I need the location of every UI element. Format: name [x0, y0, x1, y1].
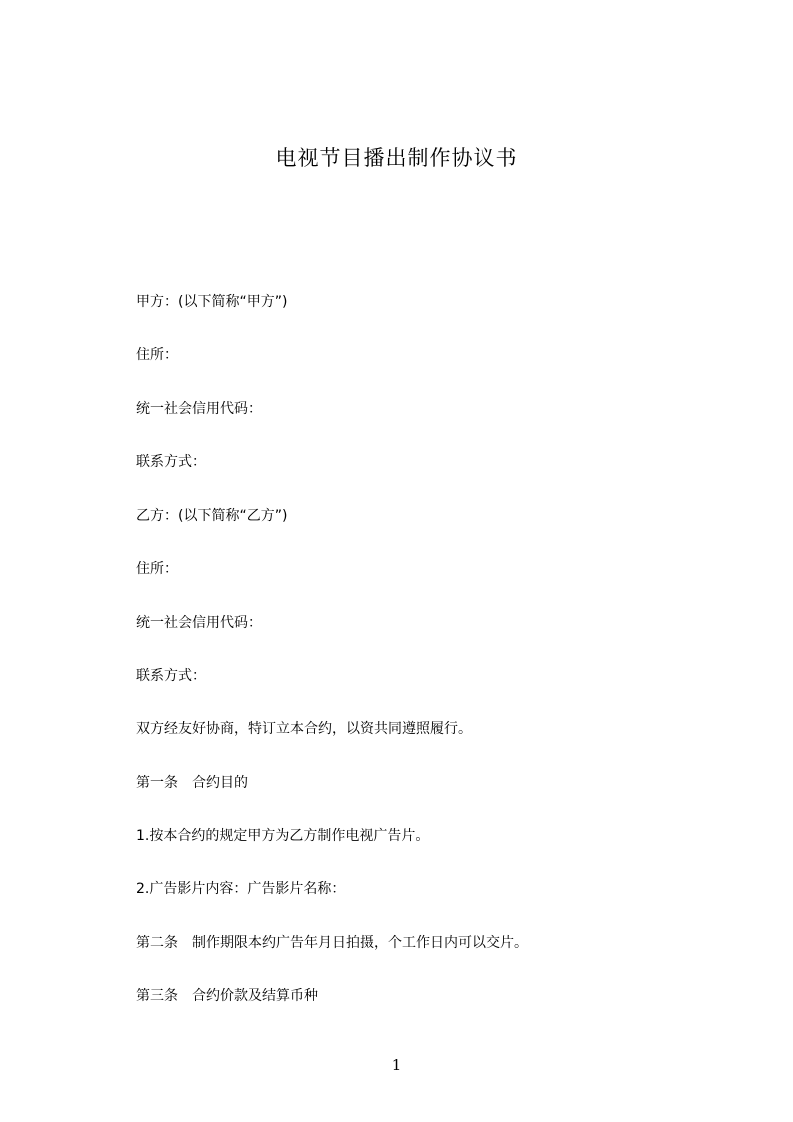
- party-a-contact: 联系方式：: [136, 454, 206, 470]
- article-1-heading: 第一条 合约目的: [136, 775, 248, 791]
- article-2-paragraph: 第二条 制作期限本约广告年月日拍摄，个工作日内可以交片。: [136, 935, 528, 951]
- article-1-item-1: 1.按本合约的规定甲方为乙方制作电视广告片。: [136, 828, 430, 844]
- party-b-credit-code: 统一社会信用代码：: [136, 615, 262, 631]
- page-number: 1: [391, 1056, 402, 1074]
- document-title: 电视节目播出制作协议书: [275, 146, 518, 170]
- article-3-heading: 第三条 合约价款及结算币种: [136, 988, 318, 1004]
- party-a-credit-code: 统一社会信用代码：: [136, 401, 262, 417]
- article-1-item-2: 2.广告影片内容：广告影片名称：: [136, 881, 346, 897]
- party-a-line: 甲方：(以下简称“甲方”): [136, 294, 288, 310]
- party-b-contact: 联系方式：: [136, 668, 206, 684]
- party-a-address: 住所：: [136, 347, 178, 363]
- party-b-line: 乙方：(以下简称“乙方”): [136, 508, 288, 524]
- party-b-address: 住所：: [136, 561, 178, 577]
- preamble-paragraph: 双方经友好协商，特订立本合约，以资共同遵照履行。: [136, 721, 472, 737]
